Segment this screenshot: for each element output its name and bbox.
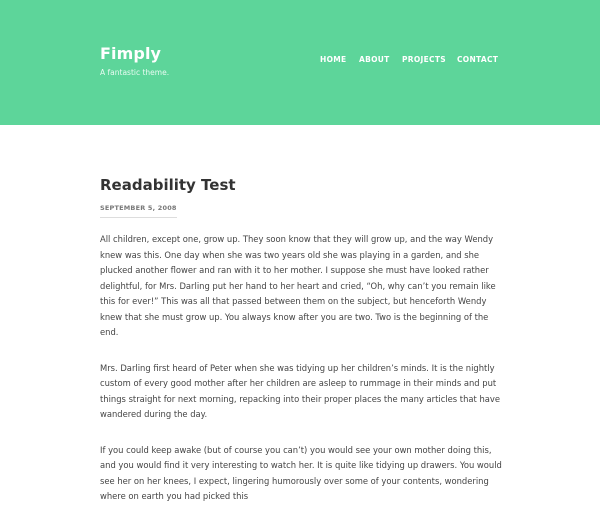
site-title-link[interactable]: Fimply	[100, 44, 162, 63]
post-body	[100, 232, 502, 505]
nav-home-link[interactable]: HOME	[320, 55, 347, 64]
post-paragraph-1: All children, except one, grow up. They soon know that they will grow up, and the way Wendy knew was this. One day when she was two years old she was playing in a garden, and she plucked another flower and ran with it to her mother. I suppose she must have looked rather delightful, for Mrs. Darling put her hand to her heart and cried, “Oh, why can’t you remain like this for ever!” This was all that passed between them on the subject, but henceforth Wendy knew that she must grow up. You always know after you are two. Two is the beginning of the end.	[100, 234, 496, 337]
post-paragraph-3: If you could keep awake (but of course you can’t) you would see your own mother doing this, and you would find it very interesting to watch her. It is quite like tidying up drawers. You would see her on her knees, I expect, lingering humorously over some of your contents, wondering where on earth you had picked this	[100, 444, 502, 501]
post-title[interactable]: Readability Test	[100, 176, 236, 194]
nav-contact-link[interactable]: CONTACT	[457, 55, 499, 64]
post-date[interactable]: SEPTEMBER 5, 2008	[100, 204, 177, 218]
nav-projects-link[interactable]: PROJECTS	[402, 55, 446, 64]
nav-about-link[interactable]: ABOUT	[359, 55, 390, 64]
main-navigation	[0, 55, 600, 67]
post-article	[100, 175, 502, 525]
site-header	[0, 0, 600, 125]
site-tagline: A fantastic theme.	[100, 68, 170, 77]
post-paragraph-2: Mrs. Darling first heard of Peter when she was tidying up her children’s minds. It is the nightly custom of every good mother after her children are asleep to rummage in their minds and put things straight for next morning, repacking into their proper places the many articles that have wandered during the day.	[100, 362, 501, 419]
